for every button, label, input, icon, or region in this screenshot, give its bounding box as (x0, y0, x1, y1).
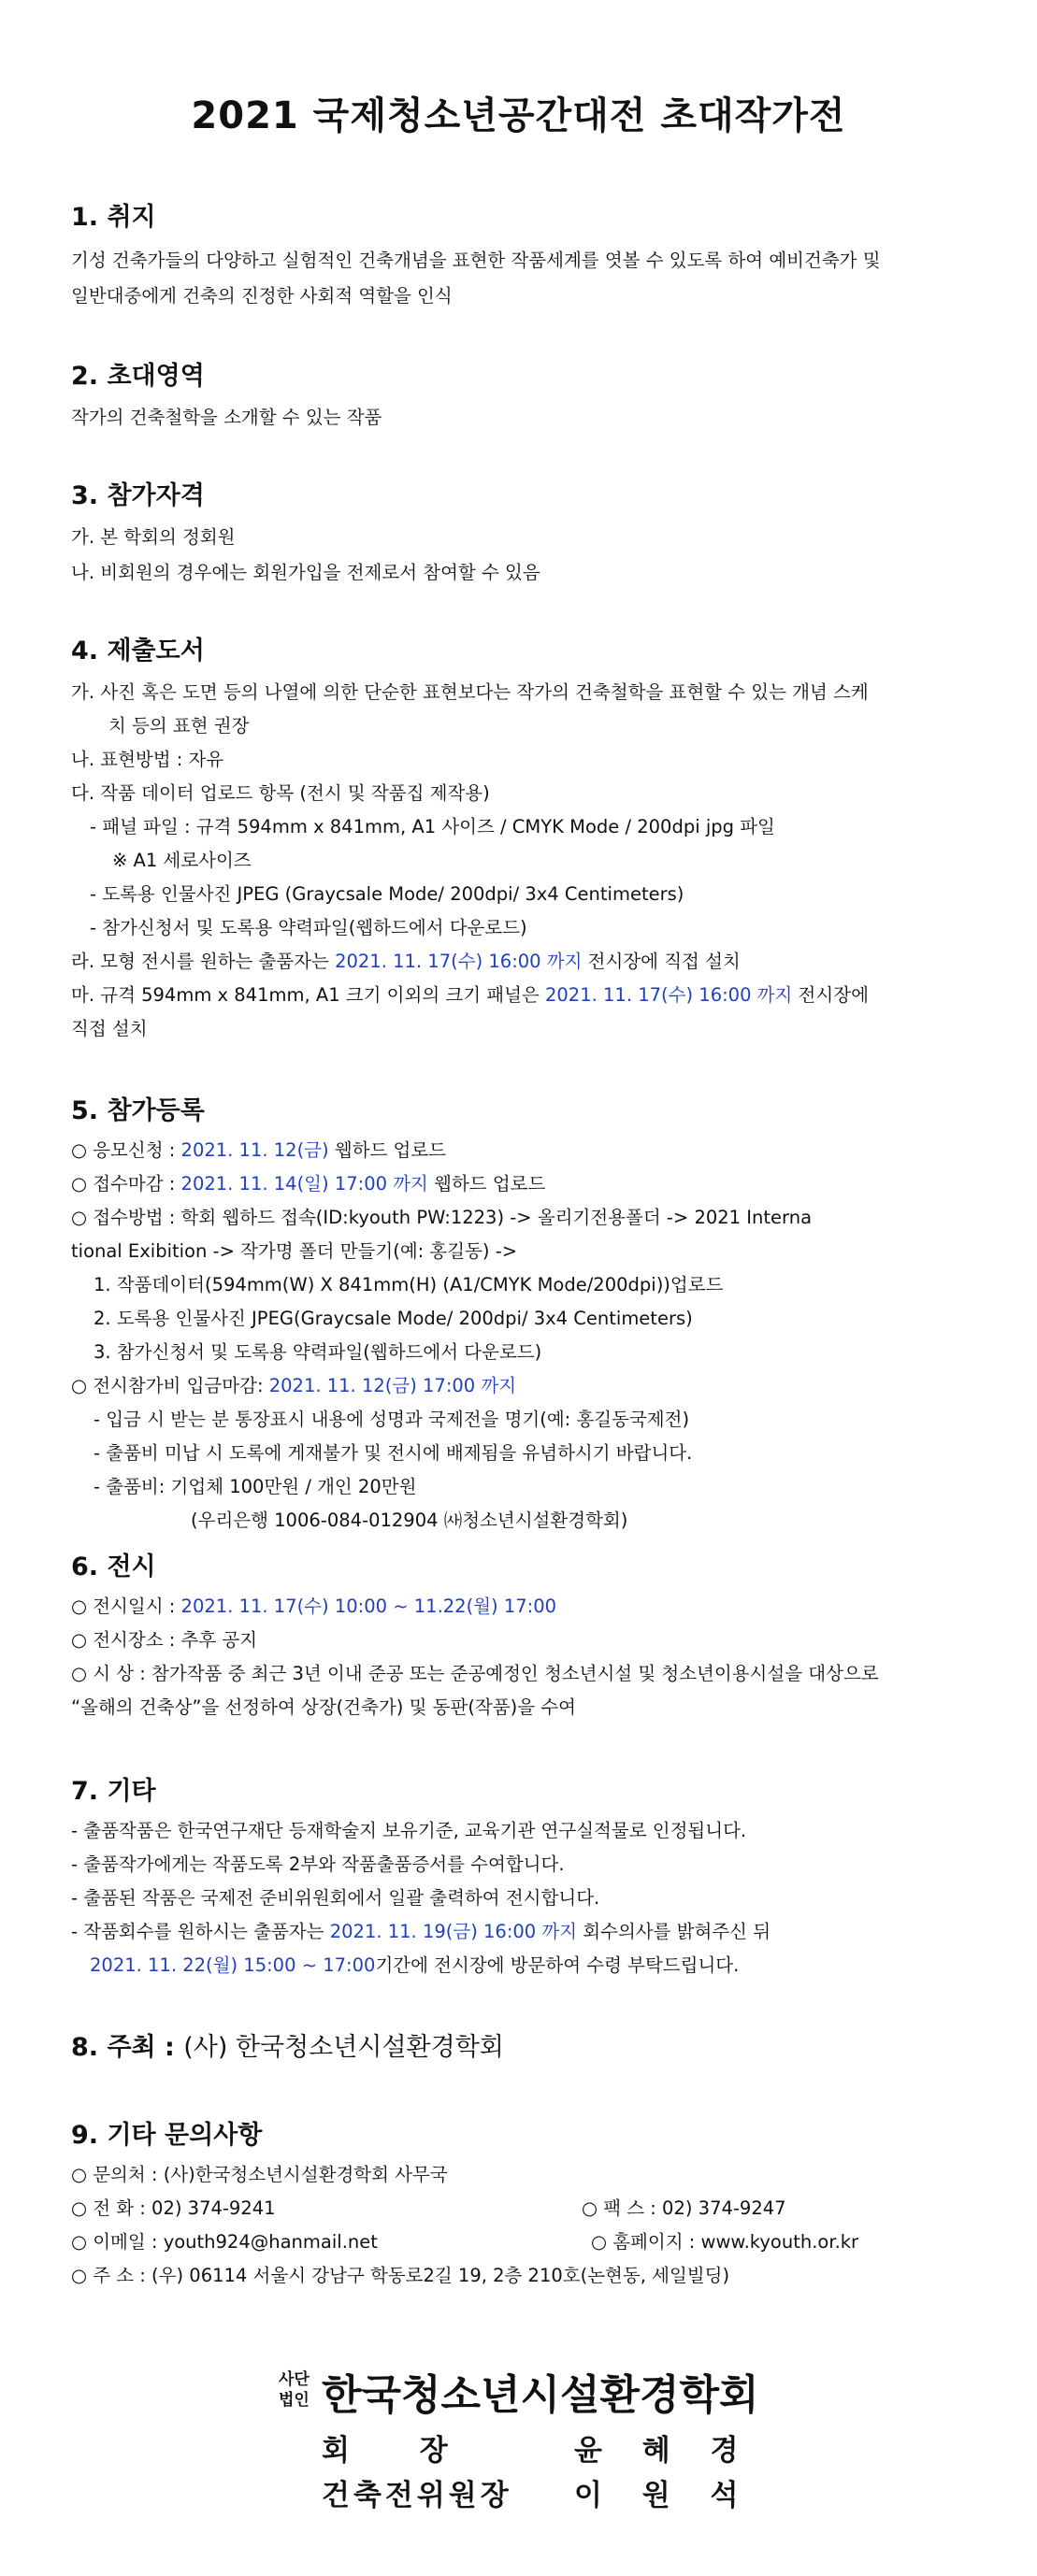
section-1-heading: 1. 취지 (71, 203, 156, 232)
date-text: 2021. 11. 22(월) 15:00 ~ 17:00 (90, 1954, 376, 1976)
line-text: ○ 전시일시 : (71, 1596, 181, 1617)
deadline-text: 2021. 11. 12(금) 17:00 까지 (268, 1375, 517, 1396)
section-3-line-1: 가. 본 학회의 정회원 (71, 526, 236, 548)
section-6-line-2: ○ 전시장소 : 추후 공지 (71, 1629, 258, 1651)
section-4-heading: 4. 제출도서 (71, 637, 205, 665)
organization-signature-block (266, 2361, 789, 2520)
section-4-line-3: 나. 표현방법 : 자유 (71, 749, 224, 770)
committee-chair-name: 이 원 석 (574, 2479, 754, 2512)
section-5-line-4: tional Exibition -> 작가명 폴더 만들기(예: 홍길동) -> (71, 1240, 518, 1262)
section-4-line-5: - 패널 파일 : 규격 594mm x 841mm, A1 사이즈 / CMYK Mode / 200dpi jpg 파일 (90, 816, 775, 837)
line-text: - 작품회수를 원하시는 출품자는 (71, 1921, 330, 1942)
section-5-line-2 (71, 1170, 545, 1198)
line-text: 마. 규격 594mm x 841mm, A1 크기 이외의 크기 패널은 (71, 984, 545, 1006)
line-text: 회수의사를 밝혀주신 뒤 (577, 1921, 771, 1942)
section-5-heading: 5. 참가등록 (71, 1096, 205, 1125)
section-5-line-8 (71, 1372, 516, 1400)
corporate-small-1: 사단 (279, 2370, 310, 2389)
section-4-line-2: 치 등의 표현 권장 (108, 715, 250, 737)
section-5-line-11: - 출품비: 기업체 100만원 / 개인 20만원 (94, 1476, 417, 1497)
section-7-line-1: - 출품작품은 한국연구재단 등재학술지 보유기준, 교육기관 연구실적물로 인정됩니다. (71, 1820, 747, 1841)
president-name: 윤 혜 경 (574, 2434, 754, 2468)
deadline-text: 2021. 11. 17(수) 16:00 까지 (335, 951, 583, 972)
document-title: 2021 국제청소년공간대전 초대작가전 (191, 94, 846, 137)
host-label: 8. 주최 : (71, 2033, 175, 2062)
contact-fax: ○ 팩 스 : 02) 374-9247 (582, 2197, 786, 2219)
deadline-text: 2021. 11. 17(수) 16:00 까지 (544, 984, 793, 1006)
section-4-line-7: - 도록용 인물사진 JPEG (Graycsale Mode/ 200dpi/ 3x4 Centimeters) (90, 883, 684, 905)
section-7-line-3: - 출품된 작품은 국제전 준비위원회에서 일괄 출력하여 전시합니다. (71, 1887, 600, 1909)
host-organization: (사) 한국청소년시설환경학회 (183, 2033, 504, 2062)
section-1-line-2: 일반대중에게 건축의 진정한 사회적 역할을 인식 (71, 285, 453, 307)
section-7-heading: 7. 기타 (71, 1777, 156, 1806)
contact-address: ○ 주 소 : (우) 06114 서울시 강남구 학동로2길 19, 2층 210호(논현동, 세일빌딩) (71, 2265, 730, 2286)
section-5-line-3: ○ 접수방법 : 학회 웹하드 접속(ID:kyouth PW:1223) -> 올리기전용폴더 -> 2021 Interna (71, 1207, 813, 1228)
president-title: 회 장 (322, 2434, 478, 2468)
section-5-line-1 (71, 1137, 446, 1165)
section-5-line-6: 2. 도록용 인물사진 JPEG(Graycsale Mode/ 200dpi/ 3x4 Centimeters) (94, 1308, 693, 1329)
section-6-line-1 (71, 1593, 556, 1621)
section-5-line-10: - 출품비 미납 시 도록에 게재불가 및 전시에 배제됨을 유념하시기 바랍니다. (94, 1442, 693, 1464)
section-7-line-4 (71, 1918, 771, 1946)
contact-office: ○ 문의처 : (사)한국청소년시설환경학회 사무국 (71, 2164, 448, 2185)
corporate-small-2: 법인 (279, 2391, 310, 2410)
line-text: 라. 모형 전시를 원하는 출품자는 (71, 951, 336, 972)
section-9-heading: 9. 기타 문의사항 (71, 2121, 263, 2150)
date-text: 2021. 11. 12(금) (180, 1139, 329, 1161)
section-6-line-3: ○ 시 상 : 참가작품 중 최근 3년 이내 준공 또는 준공예정인 청소년시설 및 청소년이용시설을 대상으로 (71, 1663, 879, 1684)
section-2-heading: 2. 초대영역 (71, 362, 205, 391)
section-6-heading: 6. 전시 (71, 1553, 156, 1581)
organization-name: 한국청소년시설환경학회 (322, 2371, 759, 2419)
section-3-line-2: 나. 비회원의 경우에는 회원가입을 전제로서 참여할 수 있음 (71, 562, 540, 583)
line-text: ○ 응모신청 : (71, 1139, 181, 1161)
line-text: 전시장에 직접 설치 (582, 951, 741, 972)
line-text: 웹하드 업로드 (427, 1173, 546, 1195)
section-4-line-4: 다. 작품 데이터 업로드 항목 (전시 및 작품집 제작용) (71, 782, 490, 804)
section-4-line-9 (71, 948, 741, 976)
committee-chair-title: 건축전위원장 (322, 2479, 512, 2512)
section-4-line-10 (71, 981, 869, 1009)
contact-phone: ○ 전 화 : 02) 374-9241 (71, 2197, 276, 2219)
section-4-line-1: 가. 사진 혹은 도면 등의 나열에 의한 단순한 표현보다는 작가의 건축철학을 표현할 수 있는 개념 스케 (71, 681, 869, 703)
contact-homepage[interactable]: ○ 홈페이지 : www.kyouth.or.kr (591, 2231, 859, 2253)
section-5-line-7: 3. 참가신청서 및 도록용 약력파일(웹하드에서 다운로드) (94, 1341, 542, 1363)
line-text: 전시장에 (792, 984, 869, 1006)
deadline-text: 2021. 11. 14(일) 17:00 까지 (180, 1173, 428, 1195)
section-1-line-1: 기성 건축가들의 다양하고 실험적인 건축개념을 표현한 작품세계를 엿볼 수 있도록 하여 예비건축가 및 (71, 250, 881, 271)
section-8-heading (71, 2026, 504, 2063)
line-text: 기간에 전시장에 방문하여 수령 부탁드립니다. (375, 1954, 740, 1976)
section-4-line-8: - 참가신청서 및 도록용 약력파일(웹하드에서 다운로드) (90, 917, 527, 938)
date-text: 2021. 11. 17(수) 10:00 ~ 11.22(월) 17:00 (180, 1596, 557, 1617)
contact-email[interactable]: ○ 이메일 : youth924@hanmail.net (71, 2231, 378, 2253)
deadline-text: 2021. 11. 19(금) 16:00 까지 (329, 1921, 578, 1942)
section-5-line-12: (우리은행 1006-084-012904 ㈔청소년시설환경학회) (191, 1510, 628, 1531)
section-5-line-9: - 입금 시 받는 분 통장표시 내용에 성명과 국제전을 명기(예: 홍길동국제전) (94, 1409, 690, 1430)
section-2-line-1: 작가의 건축철학을 소개할 수 있는 작품 (71, 407, 382, 428)
section-3-heading: 3. 참가자격 (71, 481, 205, 510)
section-4-line-11: 직접 설치 (71, 1018, 148, 1039)
line-text: ○ 접수마감 : (71, 1173, 181, 1195)
section-6-line-4: “올해의 건축상”을 선정하여 상장(건축가) 및 동판(작품)을 수여 (71, 1696, 576, 1718)
section-5-line-5: 1. 작품데이터(594mm(W) X 841mm(H) (A1/CMYK Mode/200dpi))업로드 (94, 1274, 724, 1295)
section-4-line-6: ※ A1 세로사이즈 (112, 850, 252, 871)
section-7-line-2: - 출품작가에게는 작품도록 2부와 작품출품증서를 수여합니다. (71, 1853, 565, 1875)
line-text: 웹하드 업로드 (328, 1139, 447, 1161)
section-7-line-5 (90, 1952, 739, 1980)
line-text: ○ 전시참가비 입금마감: (71, 1375, 269, 1396)
